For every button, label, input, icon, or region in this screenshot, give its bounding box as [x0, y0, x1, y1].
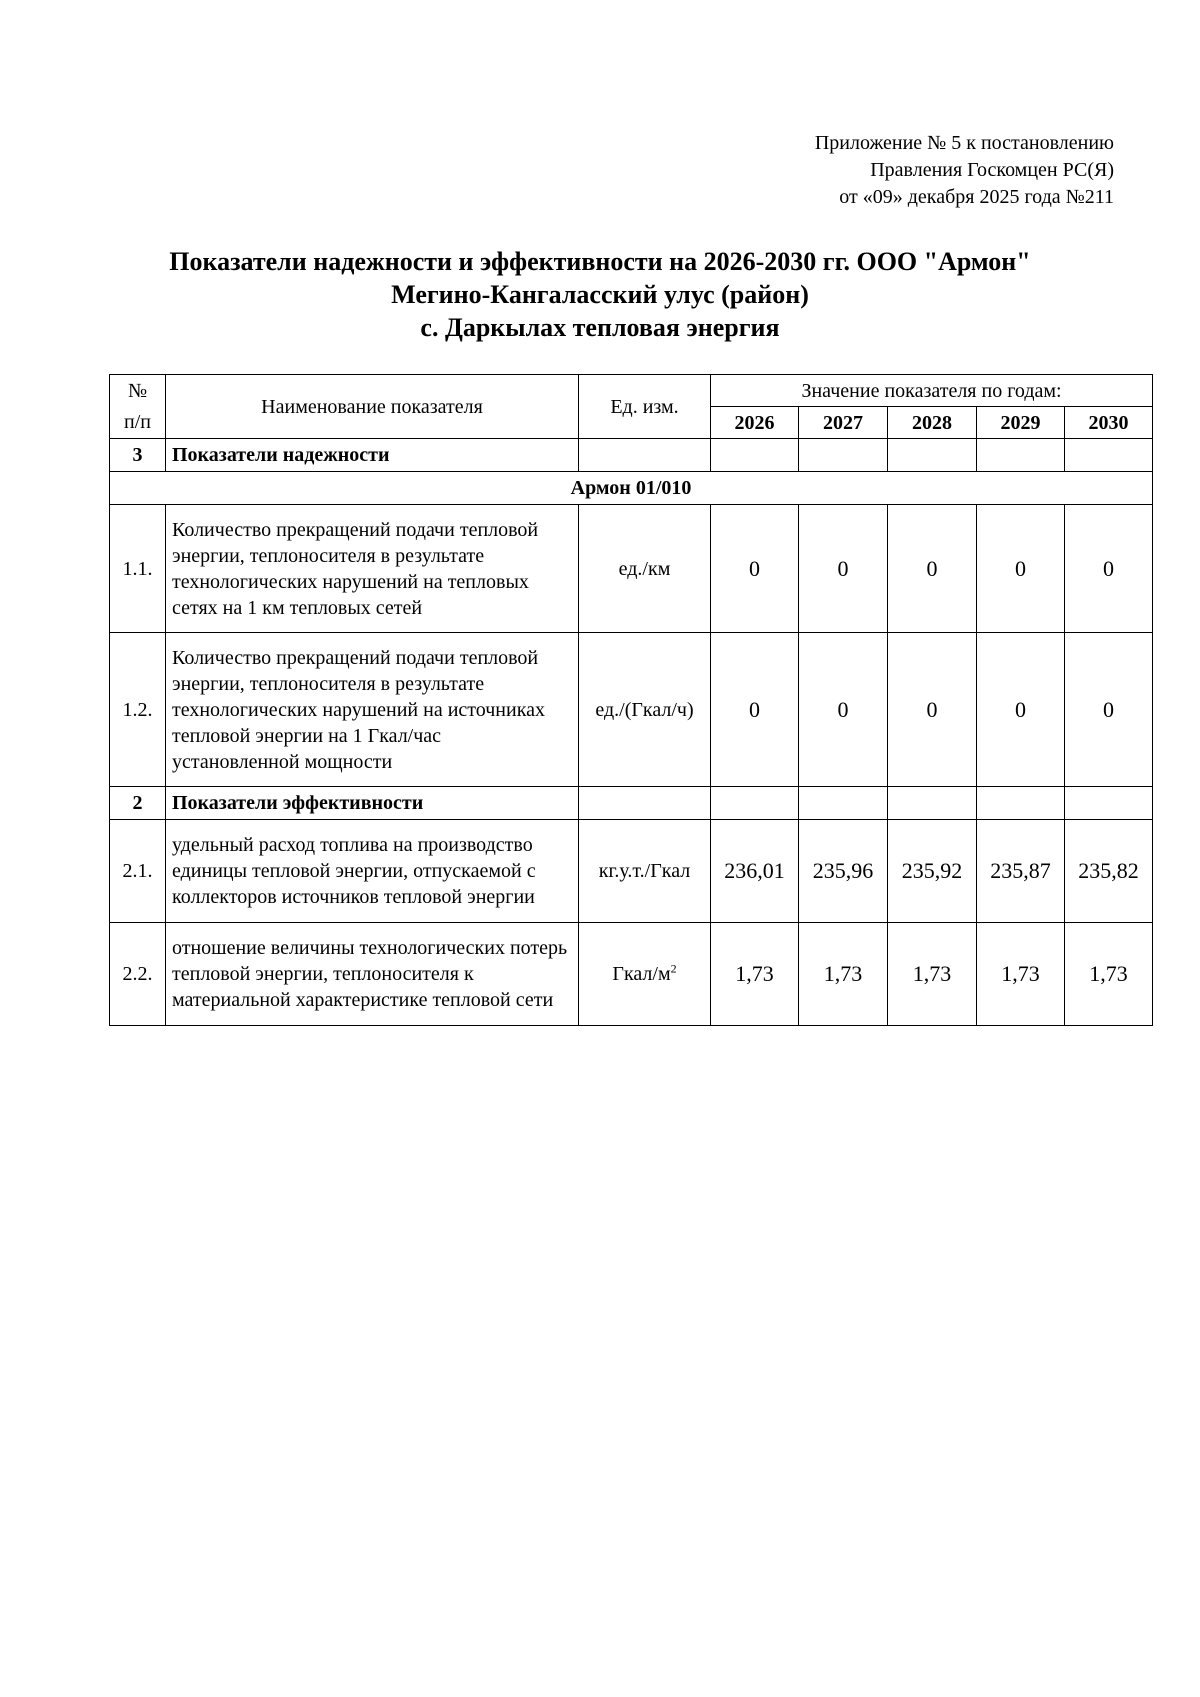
row-value: 0	[977, 505, 1065, 633]
empty-cell	[977, 439, 1065, 472]
header-year: 2027	[799, 407, 888, 439]
row-unit: кг.у.т./Гкал	[579, 820, 711, 923]
row-value: 235,92	[888, 820, 977, 923]
row-value: 235,87	[977, 820, 1065, 923]
row-name: Количество прекращений подачи тепловой энергии, теплоносителя в результате технологических нарушений на тепловых сетях на 1 км тепловых сетей	[166, 505, 579, 633]
empty-cell	[1065, 439, 1153, 472]
row-value: 236,01	[711, 820, 799, 923]
header-num-top: №	[110, 375, 166, 407]
empty-cell	[977, 787, 1065, 820]
table-header-row-1	[110, 375, 1153, 407]
empty-cell	[579, 439, 711, 472]
row-name: отношение величины технологических потерь тепловой энергии, теплоносителя к материальной характеристике тепловой сети	[166, 923, 579, 1026]
row-num: 1.2.	[110, 633, 166, 787]
row-unit: ед./км	[579, 505, 711, 633]
header-year: 2030	[1065, 407, 1153, 439]
row-unit: ед./(Гкал/ч)	[579, 633, 711, 787]
row-num: 2.2.	[110, 923, 166, 1026]
row-value: 0	[1065, 505, 1153, 633]
row-value: 235,82	[1065, 820, 1153, 923]
row-value: 0	[1065, 633, 1153, 787]
section-num: 3	[110, 439, 166, 472]
header-year: 2029	[977, 407, 1065, 439]
row-value: 0	[711, 505, 799, 633]
header-unit: Ед. изм.	[579, 375, 711, 439]
row-value: 0	[888, 633, 977, 787]
row-value: 1,73	[1065, 923, 1153, 1026]
empty-cell	[1065, 787, 1153, 820]
row-name: удельный расход топлива на производство единицы тепловой энергии, отпускаемой с коллекторов источников тепловой энергии	[166, 820, 579, 923]
empty-cell	[888, 787, 977, 820]
section-row-efficiency	[110, 787, 1153, 820]
row-value: 0	[799, 505, 888, 633]
table-row	[110, 820, 1153, 923]
table-row	[110, 923, 1153, 1026]
row-num: 2.1.	[110, 820, 166, 923]
table-row	[110, 505, 1153, 633]
row-num: 1.1.	[110, 505, 166, 633]
row-unit-superscript: 2	[670, 961, 677, 976]
empty-cell	[711, 439, 799, 472]
appendix-line-2: Правления Госкомцен РС(Я)	[870, 159, 1114, 181]
section-label: Показатели эффективности	[166, 787, 579, 820]
empty-cell	[799, 787, 888, 820]
appendix-line-3: от «09» декабря 2025 года №211	[839, 186, 1114, 208]
indicators-table	[109, 374, 1153, 1026]
title-line-2: Мегино-Кангаласский улус (район)	[391, 280, 809, 309]
empty-cell	[799, 439, 888, 472]
row-value: 1,73	[888, 923, 977, 1026]
row-name: Количество прекращений подачи тепловой энергии, теплоносителя в результате технологических нарушений на источниках тепловой энергии на 1 Гкал/час установленной мощности	[166, 633, 579, 787]
empty-cell	[711, 787, 799, 820]
appendix-reference	[815, 130, 1114, 211]
row-unit-base: Гкал/м	[612, 963, 671, 985]
section-row-reliability	[110, 439, 1153, 472]
header-year: 2026	[711, 407, 799, 439]
title-line-1: Показатели надежности и эффективности на 2026-2030 гг. ООО "Армон"	[169, 247, 1031, 276]
document-title	[0, 245, 1200, 344]
row-unit	[579, 923, 711, 1026]
row-value: 1,73	[711, 923, 799, 1026]
section-num: 2	[110, 787, 166, 820]
header-name: Наименование показателя	[166, 375, 579, 439]
table-row	[110, 633, 1153, 787]
appendix-line-1: Приложение № 5 к постановлению	[814, 132, 1114, 154]
object-name: Армон 01/010	[110, 472, 1153, 505]
section-label: Показатели надежности	[166, 439, 579, 472]
header-values-by-year: Значение показателя по годам:	[711, 375, 1153, 407]
header-year: 2028	[888, 407, 977, 439]
row-value: 1,73	[977, 923, 1065, 1026]
row-value: 0	[711, 633, 799, 787]
title-line-3: с. Даркылах тепловая энергия	[420, 313, 780, 342]
header-num-bottom: п/п	[110, 407, 166, 439]
row-value: 0	[799, 633, 888, 787]
row-value: 1,73	[799, 923, 888, 1026]
empty-cell	[888, 439, 977, 472]
empty-cell	[579, 787, 711, 820]
row-value: 0	[888, 505, 977, 633]
row-value: 235,96	[799, 820, 888, 923]
object-row	[110, 472, 1153, 505]
row-value: 0	[977, 633, 1065, 787]
